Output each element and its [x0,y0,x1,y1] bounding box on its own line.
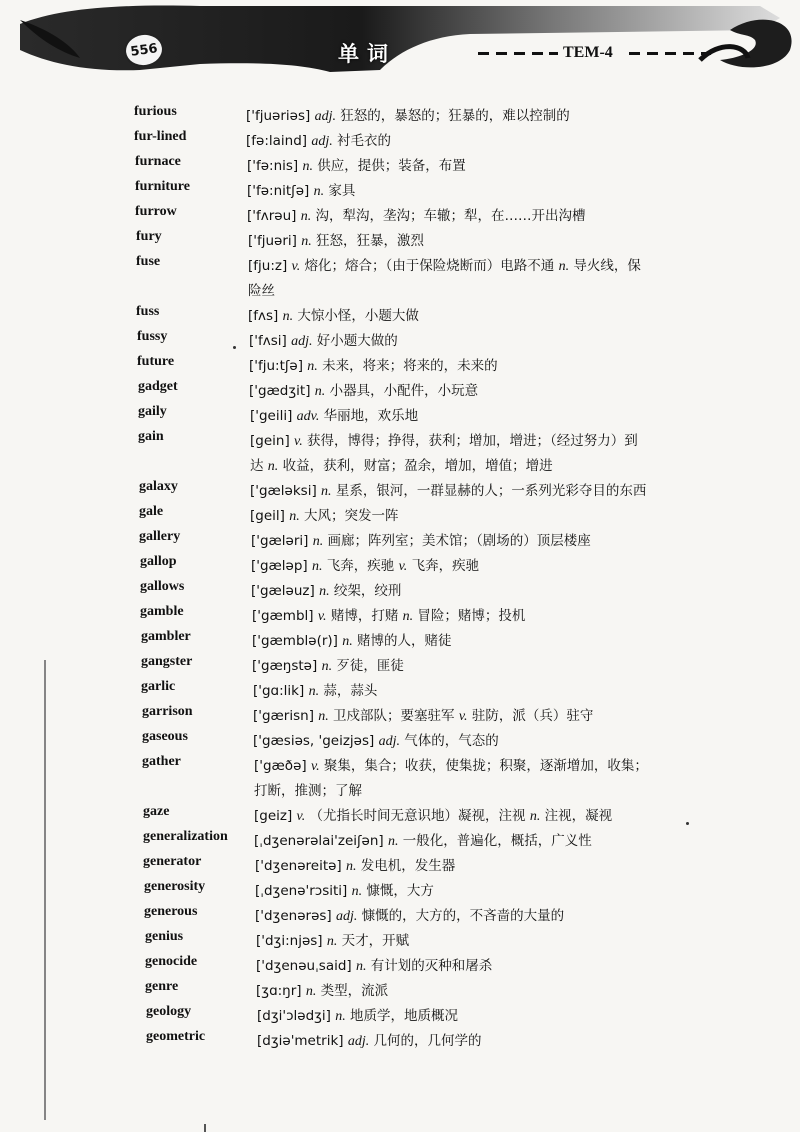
sense-text: 狂怒，狂暴，激烈 [311,233,425,249]
sense-text: 慷慨的，大方的，不吝啬的大量的 [357,908,565,924]
sense-text: 画廊；阵列室；美术馆；（剧场的）顶层楼座 [323,533,591,549]
pronunciation: ['fjuəri] [248,233,297,249]
definition [249,354,699,379]
definition-line [248,279,698,304]
pronunciation: ['fə:nitʃə] [247,183,310,199]
header-dash [647,52,658,55]
headword: gaze [143,804,170,819]
definition-line [250,404,700,429]
part-of-speech: adj. [335,909,358,924]
pronunciation: ['gæləuz] [251,583,315,599]
headword: fussy [137,329,168,344]
definition [255,854,705,879]
definition [253,679,703,704]
pronunciation: [dʒi'ɔlədʒi] [257,1008,331,1024]
headword: gain [138,429,164,444]
definition-line [255,854,705,879]
binding-margin-line [44,660,46,1120]
headword: gallery [139,529,181,544]
definition [257,1004,707,1029]
headword: gangster [141,654,193,669]
pronunciation: [gein] [250,433,290,449]
part-of-speech: v. [398,559,408,574]
headword: galaxy [139,479,178,494]
bottom-tick-mark [204,1124,206,1132]
pronunciation: ['gærisn] [253,708,314,724]
part-of-speech: n. [302,159,313,174]
definition-line [255,879,705,904]
definition [246,129,696,154]
part-of-speech: n. [321,659,333,674]
exam-label: TEM-4 [563,44,613,61]
part-of-speech: v. [296,809,306,824]
definition-line [248,304,698,329]
headword: genre [145,979,179,994]
definition-line [257,1004,707,1029]
pronunciation: ['gɑ:lik] [253,683,305,699]
header-dash [665,52,676,55]
header-dash [701,52,711,55]
definition-line [250,504,700,529]
headword: furniture [135,179,190,194]
header-dash [549,52,558,55]
sense-text: 聚集，集合；收获，使集拢；积聚，逐渐增加，收集； [319,758,648,774]
part-of-speech: n. [301,234,312,249]
part-of-speech: n. [307,359,318,374]
headword: fuss [136,304,160,319]
definition [248,304,698,329]
sense-text: 沟，犁沟，垄沟；车辙；犁，在……开出沟槽 [311,208,586,224]
headword: generosity [144,879,206,894]
sense-text: 飞奔，疾驰 [322,558,399,574]
scan-speck [686,822,689,825]
definition [255,879,705,904]
pronunciation: [ˌdʒenə'rɔsiti] [255,883,348,899]
definition-line [249,379,699,404]
sense-text: 卫戍部队；要塞驻军 [328,708,459,724]
part-of-speech: adj. [378,734,400,749]
definition [249,379,699,404]
pronunciation: ['gæləri] [251,533,309,549]
sense-text: 打断，推测；了解 [254,783,362,799]
part-of-speech: n. [318,709,329,724]
sense-text: 衬毛衣的 [332,133,392,149]
headword: gale [139,504,164,519]
part-of-speech: v. [310,759,320,774]
sense-text: 注视，凝视 [540,808,613,824]
definition [247,204,697,229]
part-of-speech: n. [313,184,325,199]
sense-text: 好小题大做的 [312,333,398,349]
definition-line [249,354,699,379]
sense-text: 家具 [324,183,356,199]
definition-line [247,204,697,229]
part-of-speech: n. [321,484,332,499]
definition-line [251,579,701,604]
pronunciation: ['fju:tʃə] [249,358,303,374]
pronunciation: ['gæŋstə] [252,658,318,674]
page-number: 556 [122,30,166,69]
definition [255,904,705,929]
definition-line [246,104,696,129]
part-of-speech: n. [282,309,294,324]
sense-text: 类型，流派 [316,983,389,999]
part-of-speech: adj. [311,134,333,149]
header-dash [683,52,694,55]
part-of-speech: n. [346,859,357,874]
sense-text: 获得，博得；挣得，获利；增加，增进；（经过努力）到 [302,433,638,449]
definition-line [247,179,697,204]
pronunciation: ['gæmblə(r)] [252,633,338,649]
sense-text: 华丽地，欢乐地 [319,408,419,424]
header-dash [514,52,525,55]
definition [250,479,700,504]
header-dash [496,52,507,55]
definition [248,254,698,304]
headword: geology [146,1004,192,1019]
header-dash [629,52,640,55]
sense-text: 歹徒，匪徒 [332,658,404,674]
sense-text: 有计划的灭种和屠杀 [366,958,493,974]
definition-line [254,804,704,829]
definition [256,929,706,954]
sense-text: 小器具，小配件，小玩意 [325,383,479,399]
headword: future [137,354,175,369]
sense-text: 导火线，保 [569,258,641,274]
sense-text: 达 [250,458,268,474]
pronunciation: ['fə:nis] [247,158,299,174]
pronunciation: ['gæðə] [254,758,307,774]
pronunciation: ['gæmbl] [252,608,314,624]
pronunciation: [ˌdʒenərəlai'zeiʃən] [254,833,384,849]
definition [254,754,704,804]
part-of-speech: n. [267,459,279,474]
definition [252,654,702,679]
definition-line [246,129,696,154]
headword: gallop [140,554,177,569]
definition-line [257,1029,707,1054]
part-of-speech: adj. [291,334,313,349]
pronunciation: ['geili] [250,408,293,424]
headword: gaily [138,404,167,419]
header-dash [478,52,489,55]
sense-text: 未来，将来；将来的，未来的 [317,358,498,374]
sense-text: 几何的，几何学的 [369,1033,482,1049]
definition [257,1029,707,1054]
definition [250,404,700,429]
sense-text: 收益，获利，财富；盈余，增加，增值；增进 [278,458,553,474]
definition-line [254,754,704,779]
sense-text: 蒜，蒜头 [319,683,378,699]
part-of-speech: n. [335,1009,346,1024]
definition-line [247,154,697,179]
definition [254,804,704,829]
definition [249,329,699,354]
definition [256,954,706,979]
sense-text: 飞奔，疾驰 [407,558,480,574]
sense-text: 险丝 [248,283,275,299]
headword: gallows [140,579,185,594]
headword: gamble [140,604,184,619]
pronunciation: ['fjuəriəs] [246,108,311,124]
part-of-speech: adj. [314,109,336,124]
pronunciation: [geil] [250,508,285,524]
pronunciation: ['gæləp] [251,558,308,574]
definition-line [253,729,703,754]
headword: generator [143,854,202,869]
definition-line [250,429,700,454]
sense-text: （尤指长时间无意识地）凝视，注视 [305,808,530,824]
part-of-speech: n. [355,959,367,974]
headword: generous [144,904,198,919]
part-of-speech: n. [326,934,338,949]
headword: gambler [141,629,191,644]
definition-line [250,479,700,504]
definition-line [251,529,701,554]
sense-text: 驻防，派（兵）驻守 [467,708,594,724]
sense-text: 熔化；熔合；（由于保险烧断而）电路不通 [300,258,559,274]
part-of-speech: v. [458,709,468,724]
sense-text: 发电机，发生器 [356,858,456,874]
header-banner-art [0,0,800,82]
definition [252,629,702,654]
part-of-speech: v. [294,434,303,449]
scan-speck [233,346,236,349]
definition [251,579,701,604]
section-title: 单词 [338,41,396,66]
definition [256,979,706,1004]
sense-text: 一般化，普遍化，概括，广义性 [398,833,592,849]
pronunciation: ['fʌsi] [249,333,287,349]
part-of-speech: n. [314,384,326,399]
sense-text: 慷慨，大方 [362,883,434,899]
part-of-speech: n. [402,609,414,624]
pronunciation: ['fʌrəu] [247,208,297,224]
part-of-speech: n. [529,809,541,824]
part-of-speech: n. [387,834,399,849]
definition [247,179,697,204]
part-of-speech: adv. [296,409,320,424]
sense-text: 狂怒的，暴怒的；狂暴的，难以控制的 [335,108,570,124]
headword: gadget [138,379,178,394]
part-of-speech: n. [558,259,570,274]
part-of-speech: n. [300,209,312,224]
definition [251,554,701,579]
definition [251,529,701,554]
definition [252,604,702,629]
pronunciation: ['dʒenərəs] [255,908,332,924]
pronunciation: ['gædʒit] [249,383,311,399]
headword: generalization [143,829,228,844]
definition-line [254,829,704,854]
page-header [0,0,800,82]
definition-line [248,254,698,279]
definition-line [255,904,705,929]
part-of-speech: v. [317,609,327,624]
headword: fury [136,229,162,244]
definition-line [256,929,706,954]
part-of-speech: n. [312,534,324,549]
definition [250,504,700,529]
headword: fuse [136,254,161,269]
definition-line [256,979,706,1004]
sense-text: 赌博，打赌 [326,608,403,624]
headword: garrison [142,704,193,719]
definition-line [254,779,704,804]
part-of-speech: n. [289,509,300,524]
pronunciation: [fʌs] [248,308,279,324]
definition-line [251,554,701,579]
part-of-speech: n. [351,884,363,899]
definition [253,704,703,729]
part-of-speech: adj. [347,1034,370,1049]
pronunciation: ['dʒenəreitə] [255,858,342,874]
sense-text: 赌博的人，赌徒 [352,633,452,649]
definition-line [249,329,699,354]
pronunciation: ['dʒi:njəs] [256,933,323,949]
headword: gaseous [142,729,188,744]
headword: genius [145,929,184,944]
pronunciation: ['gæləksi] [250,483,317,499]
sense-text: 冒险；赌博；投机 [413,608,526,624]
pronunciation: ['gæsiəs, 'geizjəs] [253,733,375,749]
headword: genocide [145,954,198,969]
definition [248,229,698,254]
sense-text: 地质学，地质概况 [345,1008,459,1024]
definition-line [252,604,702,629]
definition-line [250,454,700,479]
part-of-speech: n. [319,584,330,599]
definition-line [252,654,702,679]
pronunciation: [fju:z] [248,258,288,274]
part-of-speech: n. [312,559,323,574]
definition [246,104,696,129]
header-dash [532,52,543,55]
definition [247,154,697,179]
sense-text: 供应，提供；装备，布置 [313,158,466,174]
headword: gather [142,754,181,769]
sense-text: 大惊小怪，小题大做 [293,308,419,324]
part-of-speech: n. [305,984,317,999]
definition-line [253,679,703,704]
pronunciation: [fə:laind] [246,133,308,149]
headword: furrow [135,204,177,219]
headword: furious [134,104,177,119]
definition-line [256,954,706,979]
definition-line [252,629,702,654]
definition [254,829,704,854]
headword: furnace [135,154,181,169]
part-of-speech: v. [291,259,301,274]
pronunciation: [geiz] [254,808,293,824]
definition-line [253,704,703,729]
pronunciation: [dʒiə'metrik] [257,1033,344,1049]
headword: fur-lined [134,129,187,144]
definition [253,729,703,754]
pronunciation: ['dʒenəuˌsaid] [256,958,352,974]
headword: garlic [141,679,176,694]
sense-text: 星系，银河，一群显赫的人；一系列光彩夺目的东西 [331,483,647,499]
sense-text: 绞架，绞刑 [329,583,402,599]
sense-text: 大风；突发一阵 [299,508,399,524]
definition-line [248,229,698,254]
headword: geometric [146,1029,206,1044]
part-of-speech: n. [342,634,353,649]
definition [250,429,700,479]
sense-text: 气体的，气态的 [399,733,499,749]
part-of-speech: n. [308,684,320,699]
pronunciation: [ʒɑ:ŋr] [256,983,302,999]
sense-text: 天才，开赋 [337,933,410,949]
